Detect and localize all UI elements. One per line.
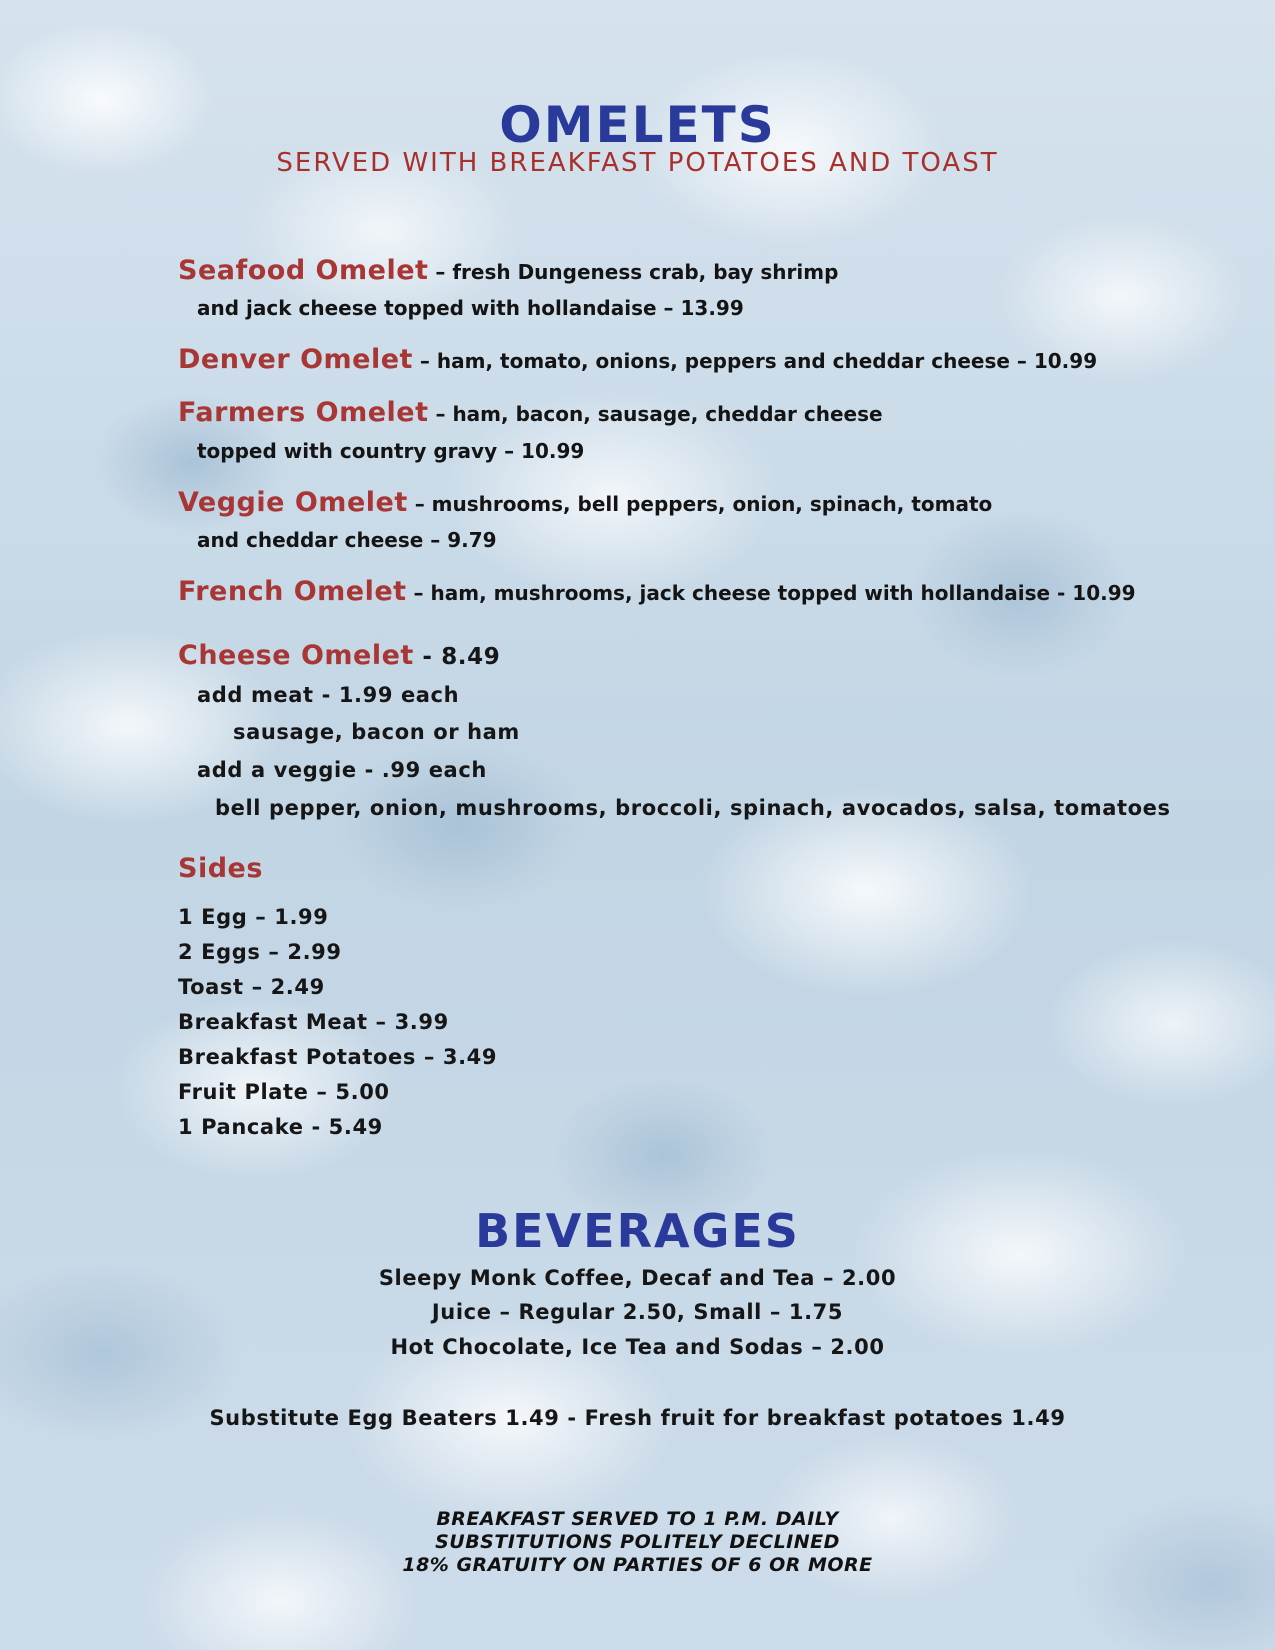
item-name: Seafood Omelet	[178, 255, 429, 286]
cheese-meat-options: sausage, bacon or ham	[233, 720, 520, 744]
item-description-continued: and jack cheese topped with hollandaise – 13.99	[197, 296, 744, 320]
item-description-continued: and cheddar cheese – 9.79	[197, 528, 497, 552]
menu-item-cheese-omelet	[178, 640, 500, 671]
list-item: Fruit Plate – 5.00	[178, 1080, 390, 1104]
item-description-continued: topped with country gravy – 10.99	[197, 439, 585, 463]
item-name: Cheese Omelet	[178, 640, 414, 671]
item-description: – fresh Dungeness crab, bay shrimp	[428, 260, 839, 284]
sides-title: Sides	[178, 853, 263, 884]
footer-line: SUBSTITUTIONS POLITELY DECLINED	[435, 1531, 840, 1553]
list-item: 1 Pancake - 5.49	[178, 1115, 383, 1139]
menu-item-seafood-omelet	[178, 255, 838, 286]
item-description: – ham, tomato, onions, peppers and cheddar cheese – 10.99	[412, 349, 1098, 373]
menu-item-veggie-omelet	[178, 487, 992, 518]
list-item: 2 Eggs – 2.99	[178, 940, 342, 964]
omelets-title: OMELETS	[499, 96, 776, 154]
list-item: Hot Chocolate, Ice Tea and Sodas – 2.00	[390, 1335, 885, 1359]
list-item: Breakfast Potatoes – 3.49	[178, 1045, 498, 1069]
item-description: – mushrooms, bell peppers, onion, spinach, tomato	[407, 492, 993, 516]
menu-item-farmers-omelet	[178, 397, 883, 428]
item-description: – ham, bacon, sausage, cheddar cheese	[428, 402, 883, 426]
list-item: 1 Egg – 1.99	[178, 905, 329, 929]
item-name: Farmers Omelet	[178, 397, 429, 428]
omelets-subtitle: SERVED WITH BREAKFAST POTATOES AND TOAST	[276, 148, 999, 178]
beverages-title: BEVERAGES	[475, 1204, 800, 1258]
list-item: Juice – Regular 2.50, Small – 1.75	[431, 1300, 844, 1324]
item-name: Veggie Omelet	[178, 487, 408, 518]
item-description: – ham, mushrooms, jack cheese topped with hollandaise - 10.99	[406, 581, 1136, 605]
list-item: Sleepy Monk Coffee, Decaf and Tea – 2.00	[378, 1266, 897, 1290]
item-name: French Omelet	[178, 576, 407, 607]
menu-item-french-omelet	[178, 576, 1136, 607]
substitute-note: Substitute Egg Beaters 1.49 - Fresh fruit for breakfast potatoes 1.49	[209, 1406, 1066, 1430]
menu-item-denver-omelet	[178, 344, 1097, 375]
cheese-veggie-options: bell pepper, onion, mushrooms, broccoli, spinach, avocados, salsa, tomatoes	[215, 796, 1171, 820]
list-item: Toast – 2.49	[178, 975, 325, 999]
cheese-add-meat: add meat - 1.99 each	[197, 683, 460, 707]
footer-line: 18% GRATUITY ON PARTIES OF 6 OR MORE	[402, 1554, 873, 1576]
cheese-add-veggie: add a veggie - .99 each	[197, 758, 487, 782]
footer-line: BREAKFAST SERVED TO 1 P.M. DAILY	[436, 1508, 839, 1530]
item-price: - 8.49	[413, 644, 501, 670]
item-name: Denver Omelet	[178, 344, 413, 375]
list-item: Breakfast Meat – 3.99	[178, 1010, 449, 1034]
